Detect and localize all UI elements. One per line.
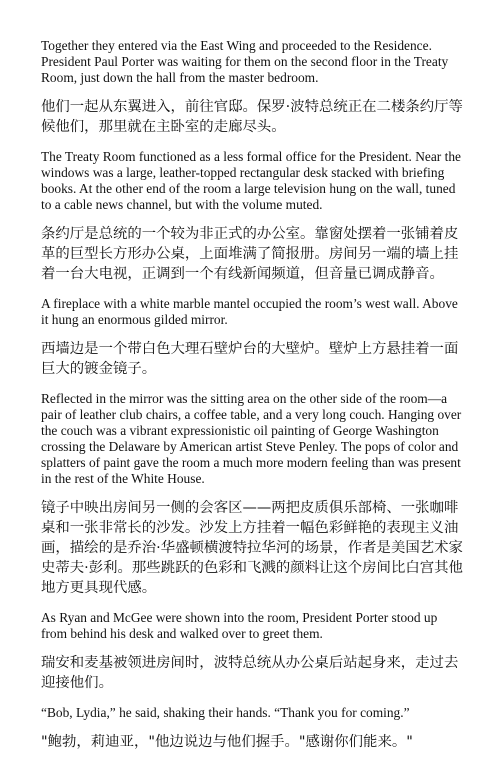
document-page — [41, 38, 465, 764]
english-paragraph-2: The Treaty Room functioned as a less formal office for the President. Near the windows was a large, leather-topped rectangular desk stacked with briefing books. At the other end of the room a large television hung on the wall, tuned to a cable news channel, but with the volume muted. — [41, 149, 461, 212]
english-paragraph-3: A fireplace with a white marble mantel occupied the room’s west wall. Above it hung an enormous gilded mirror. — [41, 296, 458, 327]
english-paragraph-1: Together they entered via the East Wing and proceeded to the Residence. President Paul Porter was waiting for them on the second floor in the Treaty Room, just down the hall from the master bedroom. — [41, 38, 449, 85]
english-paragraph-6: “Bob, Lydia,” he said, shaking their hands. “Thank you for coming.” — [41, 705, 410, 720]
english-paragraph-4: Reflected in the mirror was the sitting area on the other side of the room—a pair of leather club chairs, a coffee table, and a very long couch. Hanging over the couch was a vibrant expressionistic oil painting of George Washington crossing the Delaware by American artist Steve Penley. The pops of color and splatters of paint gave the room a much more modern feeling than was present in the rest of the White House. — [41, 391, 462, 486]
chinese-paragraph-1: 他们一起从东翼进入，前往官邸。保罗·波特总统正在二楼条约厅等候他们，那里就在主卧室的走廊尽头。 — [41, 99, 463, 135]
chinese-paragraph-4: 镜子中映出房间另一侧的会客区——两把皮质俱乐部椅、一张咖啡桌和一张非常长的沙发。沙发上方挂着一幅色彩鲜艳的表现主义油画，描绘的是乔治·华盛顿横渡特拉华河的场景，作者是美国艺术家史蒂夫·彭利。那些跳跃的色彩和飞溅的颜料让这个房间比白宫其他地方更具现代感。 — [41, 500, 463, 596]
chinese-paragraph-6: "鲍勃，莉迪亚，"他边说边与他们握手。"感谢你们能来。" — [41, 734, 413, 750]
chinese-paragraph-3: 西墙边是一个带白色大理石壁炉台的大壁炉。壁炉上方悬挂着一面巨大的镀金镜子。 — [41, 341, 459, 377]
english-paragraph-5: As Ryan and McGee were shown into the room, President Porter stood up from behind his desk and walked over to greet them. — [41, 610, 438, 641]
chinese-paragraph-2: 条约厅是总统的一个较为非正式的办公室。靠窗处摆着一张铺着皮革的巨型长方形办公桌，上面堆满了简报册。房间另一端的墙上挂着一台大电视，正调到一个有线新闻频道，但音量已调成静音。 — [41, 226, 459, 282]
chinese-paragraph-5: 瑞安和麦基被领进房间时，波特总统从办公桌后站起身来，走过去迎接他们。 — [41, 655, 459, 691]
